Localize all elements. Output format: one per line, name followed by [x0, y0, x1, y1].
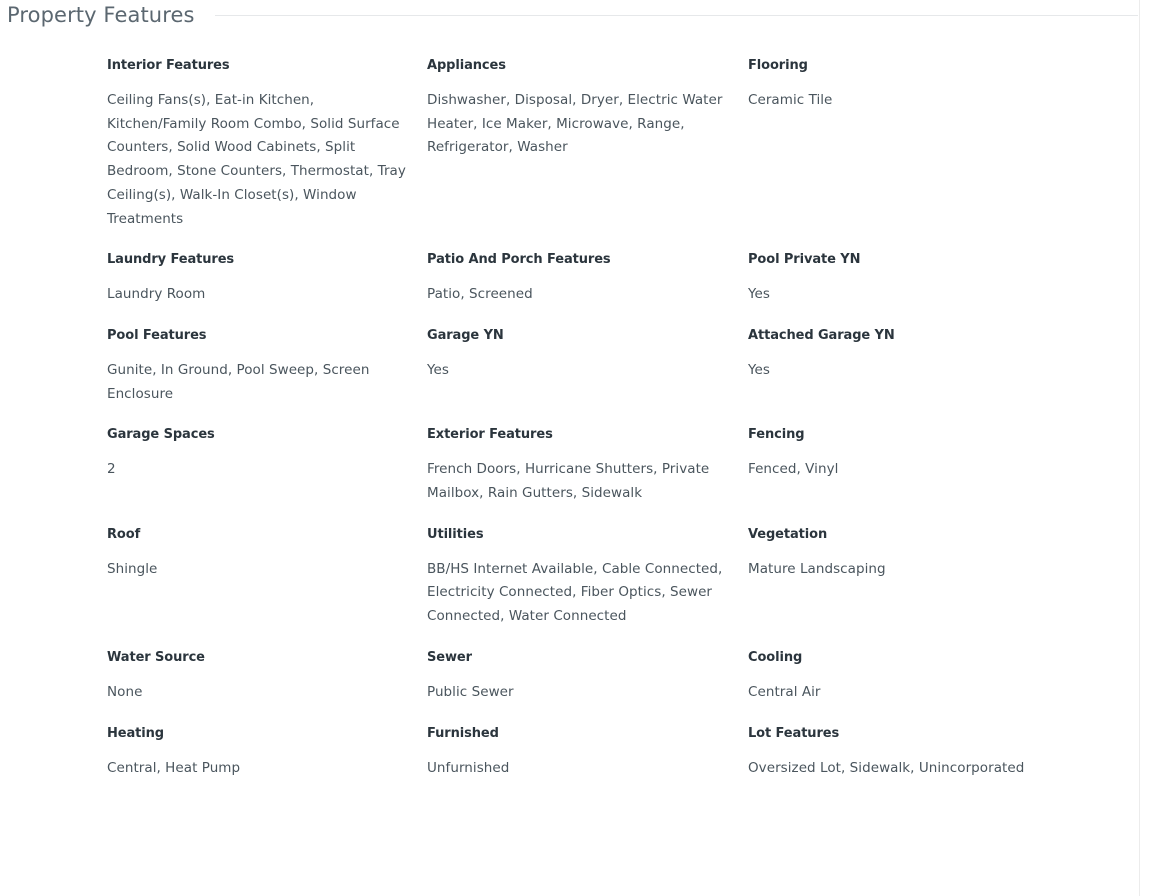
feature-value: Shingle	[107, 560, 158, 577]
feature-label: Pool Features	[107, 327, 207, 343]
feature-value: French Doors, Hurricane Shutters, Private Mailbox, Rain Gutters, Sidewalk	[427, 461, 710, 502]
section-title: Property Features	[7, 3, 195, 27]
feature-value: Fenced, Vinyl	[748, 461, 839, 478]
title-divider	[215, 15, 1138, 16]
feature-value: Yes	[748, 286, 770, 303]
feature-label: Exterior Features	[427, 427, 553, 443]
feature-value: Yes	[748, 361, 770, 378]
feature-laundry-features	[107, 251, 427, 327]
feature-heating	[107, 725, 427, 801]
section-header	[7, 0, 1138, 30]
feature-pool-features	[107, 327, 427, 426]
feature-label: Pool Private YN	[748, 252, 861, 268]
feature-cooling	[748, 649, 1048, 725]
feature-lot-features	[748, 725, 1048, 801]
feature-water-source	[107, 649, 427, 725]
feature-utilities	[427, 526, 748, 649]
feature-value: Central Air	[748, 683, 821, 700]
page-edge-divider	[1139, 0, 1140, 896]
feature-label: Lot Features	[748, 725, 840, 741]
feature-value: Yes	[427, 361, 449, 378]
feature-label: Patio And Porch Features	[427, 252, 611, 268]
feature-sewer	[427, 649, 748, 725]
feature-pool-private-yn	[748, 251, 1048, 327]
feature-exterior-features	[427, 426, 748, 525]
feature-label: Water Source	[107, 649, 205, 665]
feature-value: Ceramic Tile	[748, 92, 833, 108]
feature-interior-features	[107, 57, 427, 251]
feature-value: BB/HS Internet Available, Cable Connected, Electricity Connected, Fiber Optics, Sewer Connected, Water Connected	[427, 560, 723, 625]
feature-label: Fencing	[748, 427, 805, 443]
feature-value: Oversized Lot, Sidewalk, Unincorporated	[748, 759, 1025, 776]
feature-garage-spaces	[107, 426, 427, 525]
feature-label: Laundry Features	[107, 252, 235, 268]
feature-value: None	[107, 683, 143, 700]
feature-fencing	[748, 426, 1048, 525]
feature-value: Public Sewer	[427, 683, 514, 700]
feature-furnished	[427, 725, 748, 801]
feature-value: Dishwasher, Disposal, Dryer, Electric Water Heater, Ice Maker, Microwave, Range, Refrigerator, Washer	[427, 92, 723, 156]
feature-label: Cooling	[748, 649, 803, 665]
feature-value: Laundry Room	[107, 286, 206, 303]
feature-flooring	[748, 57, 1048, 251]
features-grid	[107, 57, 1048, 800]
feature-label: Interior Features	[107, 58, 230, 73]
feature-label: Garage YN	[427, 327, 504, 343]
feature-roof	[107, 526, 427, 649]
feature-label: Furnished	[427, 725, 499, 741]
feature-label: Roof	[107, 526, 141, 542]
feature-garage-yn	[427, 327, 748, 426]
feature-patio-and-porch-features	[427, 251, 748, 327]
feature-value: 2	[107, 461, 116, 478]
feature-value: Patio, Screened	[427, 286, 533, 303]
feature-label: Sewer	[427, 649, 472, 665]
feature-label: Flooring	[748, 58, 808, 73]
feature-label: Heating	[107, 725, 165, 741]
feature-label: Appliances	[427, 58, 506, 73]
feature-vegetation	[748, 526, 1048, 649]
feature-label: Attached Garage YN	[748, 327, 895, 343]
feature-label: Utilities	[427, 526, 484, 542]
feature-appliances	[427, 57, 748, 251]
feature-value: Central, Heat Pump	[107, 759, 241, 776]
feature-value: Ceiling Fans(s), Eat-in Kitchen, Kitchen/Family Room Combo, Solid Surface Counters, Solid Wood Cabinets, Split Bedroom, Stone Counters, Thermostat, Tray Ceiling(s), Walk-In Closet(s), Window Treatments	[107, 92, 406, 227]
feature-attached-garage-yn	[748, 327, 1048, 426]
feature-value: Unfurnished	[427, 759, 510, 776]
feature-value: Gunite, In Ground, Pool Sweep, Screen Enclosure	[107, 361, 370, 402]
feature-label: Garage Spaces	[107, 427, 215, 443]
feature-label: Vegetation	[748, 526, 828, 542]
feature-value: Mature Landscaping	[748, 560, 886, 577]
